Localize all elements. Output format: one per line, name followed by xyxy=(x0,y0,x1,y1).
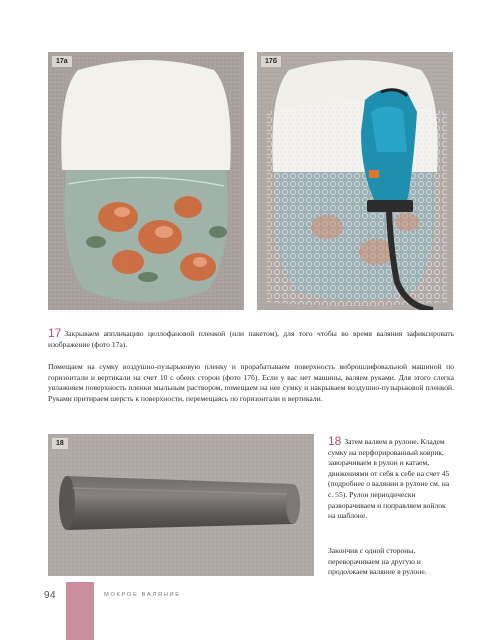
step-17-number: 17 xyxy=(48,326,62,340)
photo-17a-image xyxy=(48,52,244,310)
step-18-continuation xyxy=(328,546,454,578)
step-18-number: 18 xyxy=(328,434,342,448)
step-17-continuation xyxy=(48,362,454,404)
photo-18-label: 18 xyxy=(52,438,68,449)
step-17-text xyxy=(48,328,454,350)
photo-17b-image xyxy=(257,52,453,310)
step-18-continuation-body: Закончив с одной стороны, переворачиваем на другую и продолжаем валяние в рулоне. xyxy=(328,546,427,577)
photo-18-image xyxy=(48,434,314,576)
step-17-body: Закрываем аппликацию целлофановой пленкой (или пакетом), для того чтобы во время валяния зафиксировать изображение (фото 17а). xyxy=(48,329,454,349)
photo-17a-label: 17а xyxy=(52,56,72,67)
section-running-title: МОКРОЕ ВАЛЯНИЕ xyxy=(104,592,181,598)
page-number: 94 xyxy=(44,590,57,601)
photo-17b-label: 17б xyxy=(261,56,281,67)
photo-17b xyxy=(257,52,453,310)
section-tab-marker xyxy=(66,582,94,640)
photo-18 xyxy=(48,434,314,576)
step-18-text xyxy=(328,436,454,522)
step-17-continuation-body: Помещаем на сумку воздушно-пузырьковую пленку и прорабатываем поверхность виброшлифовальной машиной по горизонтали и вертикали на счет 10 с обеих сторон (фото 17б). Если у вас нет машины, валяем руками. Для этого слегка увлажняем поверхность пленки мыльным раствором, помещаем на нее сумку и накрываем воздушно-пузырьковой пленкой. Руками притираем шерсть к поверхности, перемещаясь по горизонтали и вертикали. xyxy=(48,362,454,403)
step-18-body: Затем валяем в рулоне. Кладем сумку на перфорированный коврик, заворачиваем в рулон и катаем, движениями от себя к себе на счет 45 (подробнее о валянии в рулоне см. на с. 55). Рулон периодически разворачиваем и поправляем войлок на шаблоне. xyxy=(328,437,450,521)
photo-17a xyxy=(48,52,244,310)
